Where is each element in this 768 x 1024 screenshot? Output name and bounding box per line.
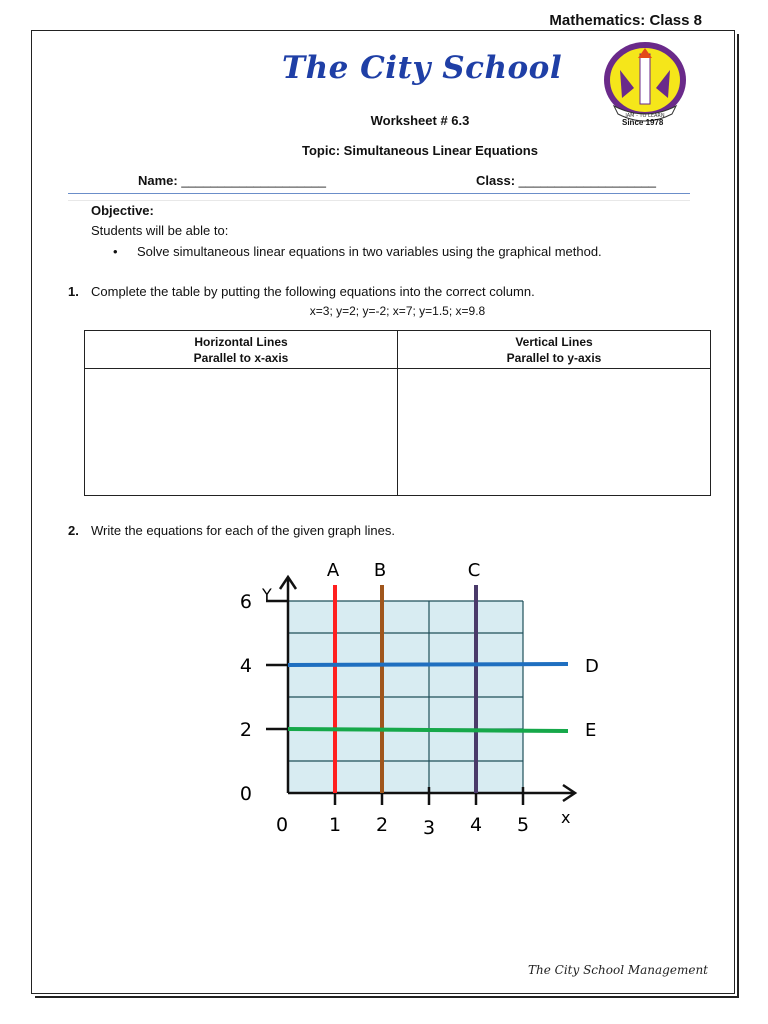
x-tick-label: 1 xyxy=(328,814,342,836)
objective-heading: Objective: xyxy=(91,203,154,218)
class-blank[interactable]: ___________________ xyxy=(518,173,657,188)
x-tick-label: 0 xyxy=(275,814,289,836)
y-tick-label: 4 xyxy=(239,655,252,677)
classification-table xyxy=(84,330,711,496)
bullet-icon: • xyxy=(113,244,118,259)
class-field[interactable] xyxy=(476,173,656,188)
name-label: Name: xyxy=(138,173,178,188)
graph-line-label-d: D xyxy=(585,656,599,677)
graph-line-d xyxy=(288,664,568,665)
x-tick-label: 2 xyxy=(375,814,389,836)
header-divider xyxy=(68,193,690,194)
x-tick-label: 3 xyxy=(422,817,436,839)
since-label: Since 1978 xyxy=(622,118,664,127)
equation-list: x=3; y=2; y=-2; x=7; y=1.5; x=9.8 xyxy=(309,304,486,318)
vertical-lines-header xyxy=(398,331,711,369)
worksheet-topic: Topic: Simultaneous Linear Equations xyxy=(302,143,538,158)
graph-line-label-c: C xyxy=(467,560,481,581)
subject-heading: Mathematics: Class 8 xyxy=(549,12,702,29)
name-field[interactable] xyxy=(138,173,326,188)
footer-text: The City School Management xyxy=(528,963,708,977)
horizontal-lines-answer-cell[interactable] xyxy=(85,369,398,496)
question-1-text: Complete the table by putting the following equations into the correct column. xyxy=(91,284,535,299)
horizontal-header-line2: Parallel to x-axis xyxy=(193,350,289,365)
graph-chart xyxy=(226,545,606,845)
objective-bullet-text: Solve simultaneous linear equations in two variables using the graphical method. xyxy=(137,244,602,259)
vertical-lines-answer-cell[interactable] xyxy=(398,369,711,496)
objective-intro: Students will be able to: xyxy=(91,223,229,238)
x-tick-label: 5 xyxy=(516,814,530,836)
logo-motto: JAM - TO LEARN xyxy=(625,113,665,119)
y-tick-label: 0 xyxy=(239,783,252,805)
y-tick-label: 6 xyxy=(239,591,252,613)
vertical-header-line1: Vertical Lines xyxy=(515,334,593,349)
vertical-header-line2: Parallel to y-axis xyxy=(506,350,602,365)
graph-line-e xyxy=(288,729,568,731)
y-tick-label: 2 xyxy=(239,719,252,741)
y-axis-label: Y xyxy=(262,585,272,604)
class-label: Class: xyxy=(476,173,516,188)
question-1-number: 1. xyxy=(68,284,79,299)
horizontal-lines-header xyxy=(85,331,398,369)
worksheet-number: Worksheet # 6.3 xyxy=(370,113,470,128)
x-tick-label: 4 xyxy=(469,814,483,836)
question-2-text: Write the equations for each of the given graph lines. xyxy=(91,523,396,538)
question-2-number: 2. xyxy=(68,523,79,538)
graph-line-label-e: E xyxy=(585,720,597,741)
objective-bullet xyxy=(113,244,602,259)
x-axis-label: x xyxy=(561,808,571,827)
school-title: The City School xyxy=(282,50,563,86)
header-divider-faint xyxy=(68,200,690,201)
graph-line-label-b: B xyxy=(373,560,387,581)
graph-line-label-a: A xyxy=(326,560,340,581)
name-blank[interactable]: ____________________ xyxy=(181,173,326,188)
horizontal-header-line1: Horizontal Lines xyxy=(194,334,288,349)
